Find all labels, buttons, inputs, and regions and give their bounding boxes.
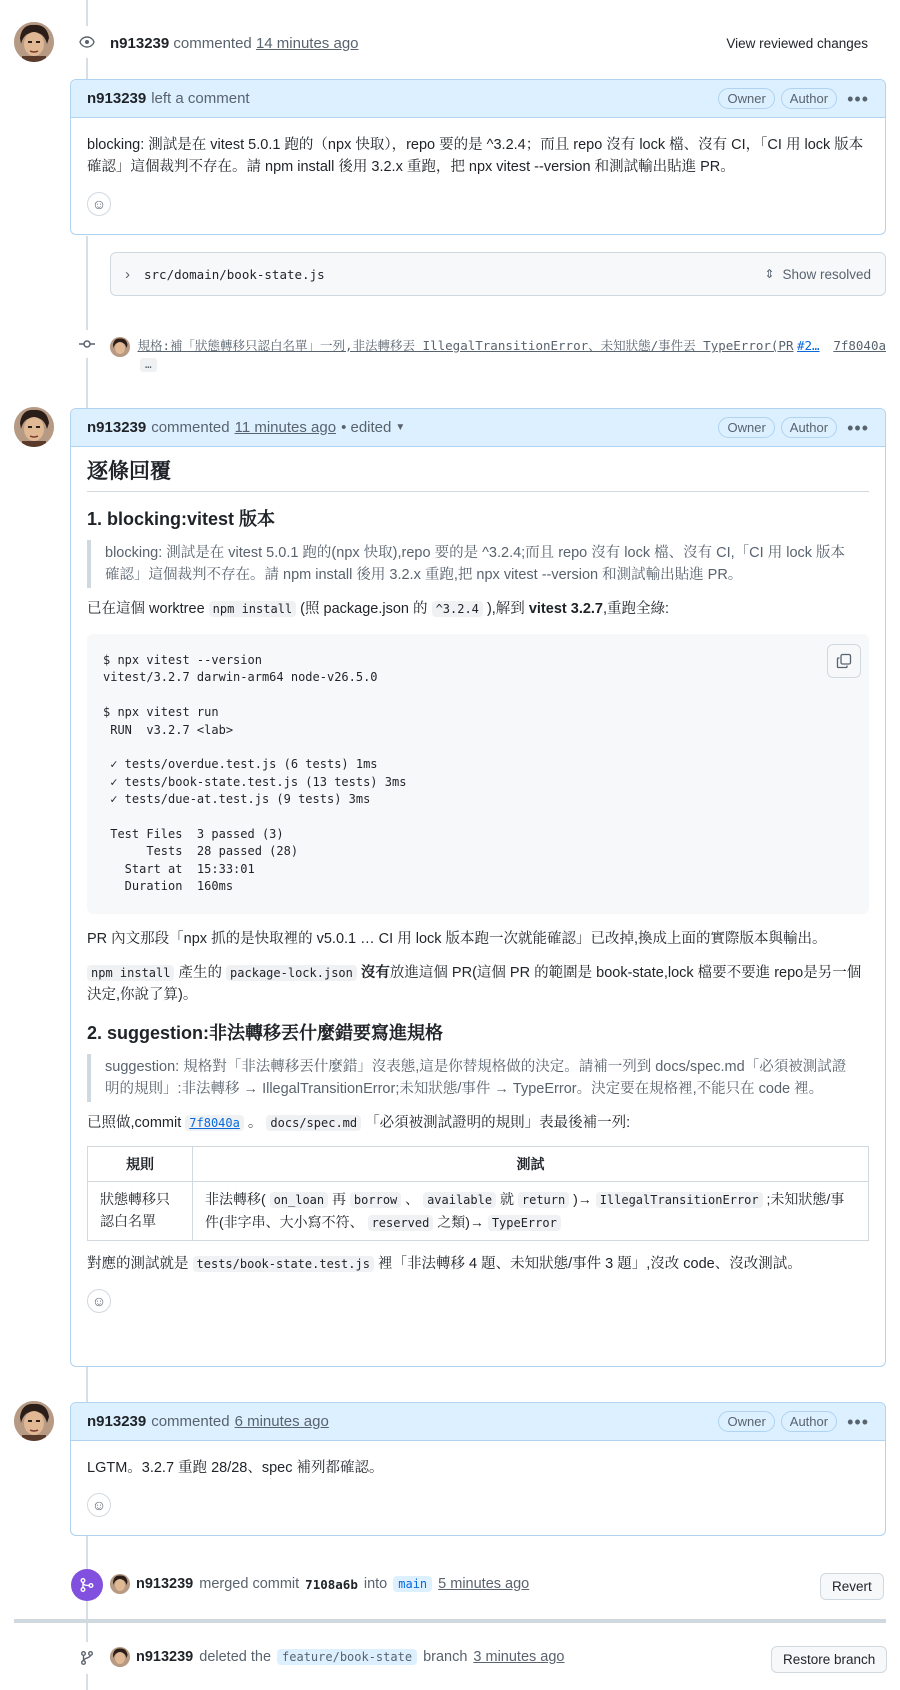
comment-box [70, 1402, 886, 1536]
comment-header [71, 409, 885, 447]
avatar[interactable] [14, 22, 54, 62]
comment-header [71, 1403, 885, 1441]
paragraph: 已在這個 worktree npm install (照 package.json 的 ^3.2.4 ),解到 vitest 3.2.7,重跑全綠: [87, 601, 670, 617]
comment-action: commented [151, 419, 230, 436]
owner-badge: Owner [718, 88, 774, 109]
avatar[interactable] [14, 1401, 54, 1441]
paragraph: 已照做,commit 7f8040a 。 docs/spec.md 「必須被測試證明的規則」表最後補一列: [87, 1114, 631, 1131]
event-text: into [363, 1576, 388, 1592]
edited-indicator[interactable]: • edited [341, 419, 392, 436]
quoted-review: blocking: 測試是在 vitest 5.0.1 跑的(npx 快取),repo 要的是 ^3.2.4;而且 repo 沒有 lock 檔、沒有 CI,「CI 用 lock 版本確認」這個裁判不存在。請 npm install 後用 3.2.x 重跑,把 npx vitest --version 和測試輸出貼進 PR。 [87, 540, 869, 588]
owner-badge: Owner [718, 1411, 774, 1432]
comment-author[interactable]: n913239 [110, 35, 170, 52]
caret-down-icon[interactable]: ▼ [395, 422, 406, 433]
commit-node [73, 330, 101, 358]
paragraph: PR 內文那段「npx 抓的是快取裡的 v5.0.1 … CI 用 lock 版本跑一次就能確認」已改掉,換成上面的實際版本與輸出。 [87, 930, 827, 947]
chevron-right-icon[interactable]: › [125, 265, 130, 283]
comment-header [71, 80, 885, 118]
author-badge: Author [781, 417, 837, 438]
kebab-icon[interactable]: ••• [847, 417, 869, 438]
owner-badge: Owner [718, 417, 774, 438]
smiley-icon[interactable]: ☺ [87, 192, 111, 216]
expand-commit-button[interactable]: … [140, 358, 157, 372]
quoted-review: suggestion: 規格對「非法轉移丟什麼錯」沒表態,這是你替規格做的決定。請補一列到 docs/spec.md「必須被測試證明的規則」:非法轉移 → IllegalTransitionError;未知狀態/事件 → TypeError。決定要在規格裡,不能只在 code 裡。 [87, 1054, 869, 1102]
event-time[interactable]: 5 minutes ago [438, 1576, 530, 1592]
event-text: merged commit [199, 1576, 300, 1592]
file-thread[interactable] [110, 252, 886, 296]
event-time[interactable]: 3 minutes ago [473, 1649, 565, 1665]
table-cell: 狀態轉移只認白名單 [88, 1181, 193, 1240]
file-path[interactable]: src/domain/book-state.js [144, 266, 325, 282]
commit-message[interactable]: 規格:補「狀態轉移只認白名單」一列,非法轉移丟 IllegalTransitionError、未知狀態/事件丟 TypeError(PR [137, 338, 794, 353]
branch-node [71, 1642, 103, 1674]
avatar[interactable] [14, 407, 54, 447]
comment-author[interactable]: n913239 [87, 419, 147, 436]
table-row [88, 1181, 869, 1240]
comment-action: commented [173, 35, 252, 52]
branch-label[interactable]: feature/book-state [277, 1649, 417, 1665]
comment-time[interactable]: 6 minutes ago [234, 1413, 329, 1430]
comment-author[interactable]: n913239 [87, 1413, 147, 1430]
copy-icon[interactable] [827, 644, 861, 678]
commit-icon [79, 336, 95, 352]
merge-commit-sha[interactable]: 7108a6b [305, 1576, 358, 1592]
kebab-icon[interactable]: ••• [847, 1411, 869, 1432]
view-reviewed-changes-link[interactable]: View reviewed changes [726, 36, 868, 51]
table-cell: 非法轉移( on_loan 再 borrow 、 available 就 return )→ IllegalTransitionError ;未知狀態/事件(非字串、大小寫不符、 reserved 之類)→ TypeError [193, 1181, 869, 1240]
paragraph: 對應的測試就是 tests/book-state.test.js 裡「非法轉移 4 題、未知狀態/事件 3 題」,沒改 code、沒改測試。 [87, 1255, 802, 1272]
restore-branch-button[interactable]: Restore branch [771, 1646, 887, 1673]
commit-event [110, 336, 886, 357]
comment-body: blocking: 測試是在 vitest 5.0.1 跑的（npx 快取），repo 要的是 ^3.2.4；而且 repo 沒有 lock 檔、沒有 CI，「CI 用 lock 版本確認」這個裁判不存在。請 npm install 後用 3.2.x 重跑，把 npx vitest --version 和測試輸出貼進 PR。 [87, 137, 864, 175]
paragraph: npm install 產生的 package-lock.json 沒有放進這個 PR(這個 PR 的範圍是 book-state,lock 檔要不要進 repo是另一個決定,你說了算)。 [87, 964, 862, 1003]
section-heading: 1. blocking:vitest 版本 [87, 509, 276, 529]
branch-label[interactable]: main [393, 1576, 432, 1592]
show-resolved-button[interactable]: Show resolved [782, 266, 871, 282]
comment-action: commented [151, 1413, 230, 1430]
table-header: 測試 [193, 1146, 869, 1181]
merge-node [71, 1569, 103, 1601]
smiley-icon[interactable]: ☺ [87, 1493, 111, 1517]
comment-box [70, 408, 886, 1367]
comment-time[interactable]: 11 minutes ago [234, 419, 337, 436]
kebab-icon[interactable]: ••• [847, 88, 869, 109]
pr-reference[interactable]: #2… [796, 338, 820, 353]
avatar[interactable] [110, 1574, 130, 1594]
comment-body: LGTM。3.2.7 重跑 28/28、spec 補列都確認。 [87, 1460, 384, 1476]
smiley-icon[interactable]: ☺ [87, 1289, 111, 1313]
comment-action: left a comment [151, 90, 250, 107]
section-heading: 2. suggestion:非法轉移丟什麼錯要寫進規格 [87, 1022, 444, 1043]
commit-sha[interactable]: 7f8040a [833, 338, 886, 353]
merge-event [110, 1574, 529, 1594]
table-header: 規則 [88, 1146, 193, 1181]
event-text: branch [423, 1649, 468, 1665]
unfold-icon: ⇕ [764, 267, 775, 281]
comment-author[interactable]: n913239 [87, 90, 147, 107]
event-text: deleted the [199, 1649, 272, 1665]
event-author[interactable]: n913239 [136, 1576, 194, 1592]
merge-icon [79, 1577, 95, 1593]
branch-icon [79, 1650, 95, 1666]
review-event-node [71, 26, 103, 58]
avatar[interactable] [110, 1647, 130, 1667]
author-badge: Author [781, 1411, 837, 1432]
review-event-line [110, 35, 359, 52]
code-block: $ npx vitest --version vitest/3.2.7 darwin-arm64 node-v26.5.0 $ npx vitest run RUN v3.2.7 <lab> ✓ tests/overdue.test.js (6 tests) 1ms ✓ tests/book-state.test.js (13 tests) 3ms ✓ tests/due-at.test.js (9 tests) 3ms Test Files 3 passed (3) Tests 28 passed (28) Start at 15:33:01 Duration 160ms [87, 634, 869, 914]
avatar[interactable] [110, 337, 130, 357]
delete-branch-event [110, 1647, 565, 1667]
author-badge: Author [781, 88, 837, 109]
commit-sha-link[interactable]: 7f8040a [185, 1115, 244, 1131]
rules-table [87, 1146, 869, 1241]
comment-time[interactable]: 14 minutes ago [255, 35, 359, 52]
revert-button[interactable]: Revert [820, 1573, 884, 1600]
eye-icon [79, 34, 95, 50]
timeline-divider [14, 1619, 886, 1623]
reply-heading: 逐條回覆 [87, 461, 869, 492]
event-author[interactable]: n913239 [136, 1649, 194, 1665]
review-comment-box [70, 79, 886, 235]
